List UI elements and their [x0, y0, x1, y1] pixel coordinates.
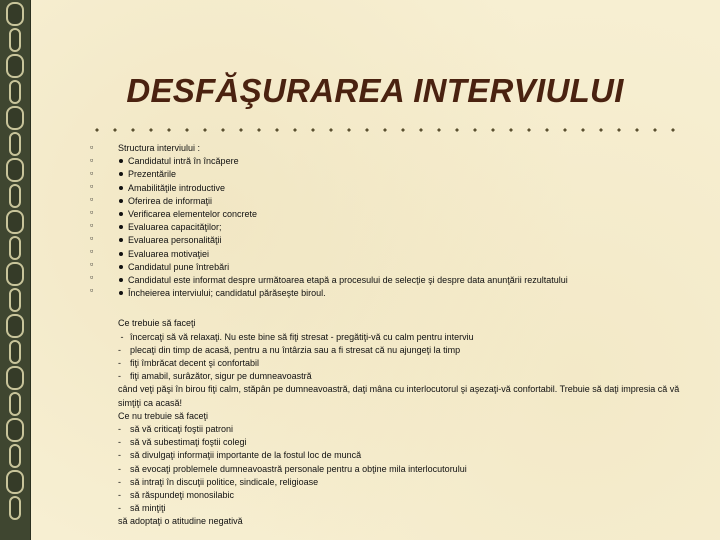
outline-marker: ▫: [90, 155, 94, 165]
closing-line: să adoptaţi o atitudine negativă: [118, 516, 243, 527]
slide-title: DESFĂŞURAREA INTERVIULUI: [126, 72, 624, 109]
do-item: - fiţi amabil, surâzător, sigur pe dumneavoastră: [118, 371, 312, 382]
do-item: - plecaţi din timp de acasă, pentru a nu întârzia sau a fi stresat că nu ajungeţi la timp: [118, 344, 461, 355]
outline-marker: ▫: [90, 285, 94, 295]
outline-marker: ▫: [90, 207, 94, 217]
dont-item: - să vă subestimaţi foştii colegi: [118, 437, 247, 448]
dont-item: - să minţiţi: [118, 503, 166, 514]
outline-marker: ▫: [90, 246, 94, 256]
list-item: Candidatul intră în încăpere: [118, 155, 698, 168]
structure-list: [118, 155, 698, 300]
list-item: Prezentările: [118, 168, 698, 181]
dont-item: - să vă criticaţi foştii patroni: [118, 424, 234, 435]
arrival-text: când veţi păşi în birou fiţi calm, stăpân pe dumneavoastră, daţi mâna cu interlocutorul şi aşezaţi-vă confortabil. Trebuie să daţi impresia că vă simţiţi ca acasă!: [118, 384, 680, 408]
chain-ornament: [4, 0, 26, 540]
slide-body: [118, 142, 698, 529]
list-item: Evaluarea capacităţilor;: [118, 221, 698, 234]
outline-marker: ▫: [90, 220, 94, 230]
do-heading: Ce trebuie să faceţi: [118, 318, 196, 329]
outline-marker: ▫: [90, 272, 94, 282]
left-decorative-band: [0, 0, 31, 540]
list-item: Evaluarea personalităţii: [118, 234, 698, 247]
outline-marker: ▫: [90, 259, 94, 269]
dont-item: - să evocaţi problemele dumneavoastră personale pentru a obţine mila interlocutorului: [118, 463, 467, 474]
dont-item: - să divulgaţi informaţii importante de la fostul loc de muncă: [118, 450, 362, 461]
dont-heading: Ce nu trebuie să faceţi: [118, 410, 209, 421]
list-item: Oferirea de informaţii: [118, 195, 698, 208]
title-divider: [88, 127, 680, 133]
outline-marker: ▫: [90, 194, 94, 204]
outline-marker: ▫: [90, 181, 94, 191]
dont-item: - să intraţi în discuţii politice, sindicale, religioase: [118, 476, 319, 487]
list-item: Candidatul pune întrebări: [118, 261, 698, 274]
dont-item: - să răspundeţi monosilabic: [118, 490, 235, 501]
do-item: - încercaţi să vă relaxaţi. Nu este bine să fiţi stresat - pregătiţi-vă cu calm pentru interviu: [118, 331, 474, 342]
outline-marker: ▫: [90, 233, 94, 243]
list-item: Candidatul este informat despre următoarea etapă a procesului de selecţie şi despre data anunţării rezultatului: [118, 274, 698, 287]
list-item: Amabilităţile introductive: [118, 182, 698, 195]
list-item: Evaluarea motivaţiei: [118, 248, 698, 261]
list-item: Încheierea interviului; candidatul părăseşte biroul.: [118, 287, 698, 300]
do-item: - fiţi îmbrăcat decent şi confortabil: [118, 358, 260, 369]
outline-marker: ▫: [90, 142, 94, 152]
list-item: Verificarea elementelor concrete: [118, 208, 698, 221]
structure-heading: Structura interviului :: [118, 143, 201, 153]
outline-marker: ▫: [90, 168, 94, 178]
